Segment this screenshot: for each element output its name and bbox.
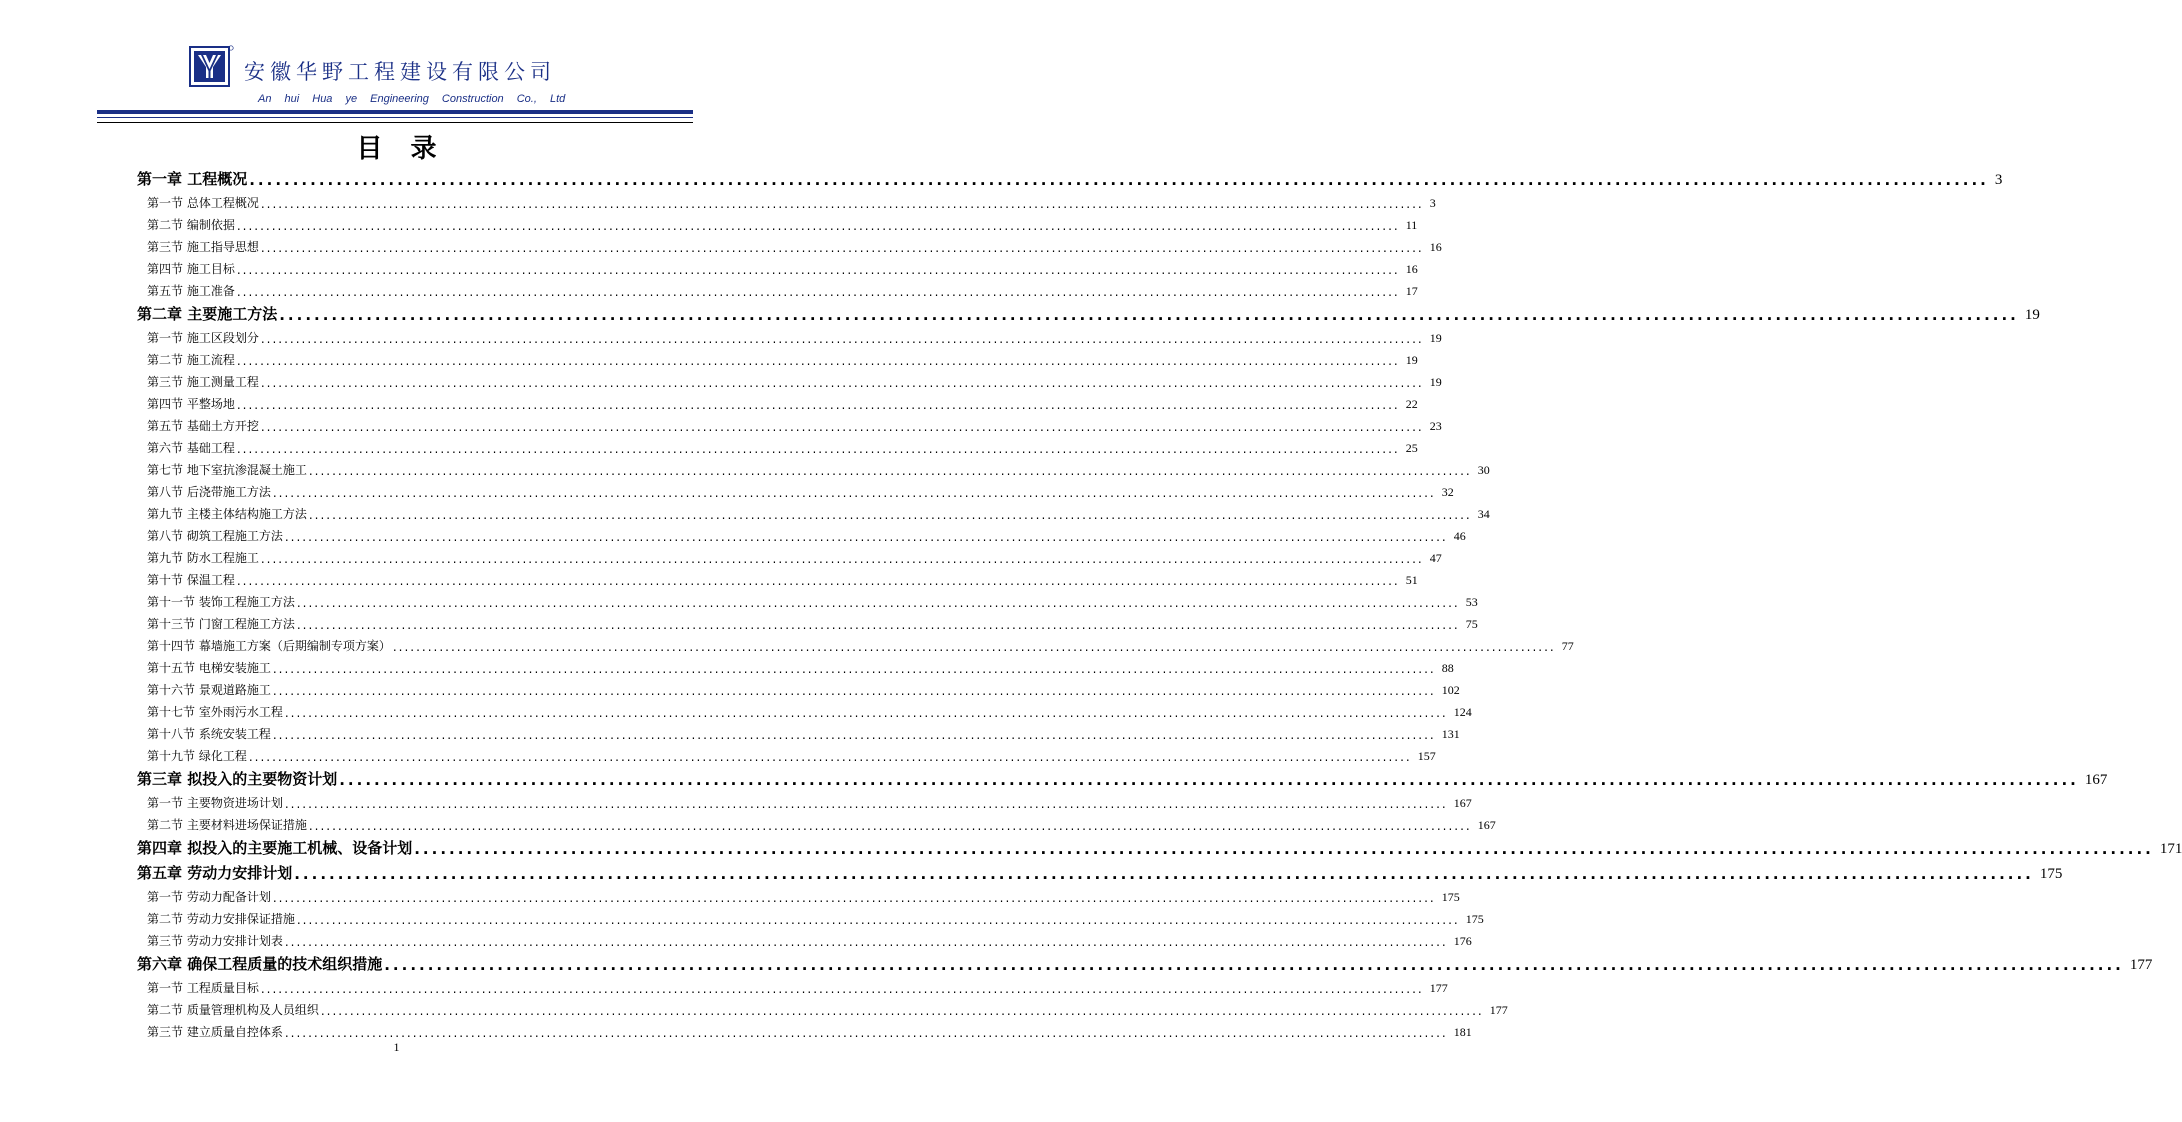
table-of-contents [137, 164, 2182, 1040]
toc-chapter-entry[interactable] [137, 949, 2153, 974]
company-logo-icon [189, 44, 234, 89]
toc-entry-page: 3 [1429, 196, 1436, 210]
toc-section-entry[interactable] [137, 883, 1460, 905]
toc-entry-page: 16 [1429, 240, 1442, 254]
toc-entry-label: 第十四节 幕墙施工方案（后期编制专项方案） [147, 639, 391, 653]
toc-entry-label: 第八节 砌筑工程施工方法 [147, 529, 283, 543]
toc-entry-label: 第五节 施工准备 [147, 284, 235, 298]
toc-section-entry[interactable] [137, 610, 1478, 632]
toc-dot-leader: ........................................................................................................................................................................................................ [249, 171, 1989, 189]
toc-entry-page: 77 [1561, 639, 1574, 653]
toc-entry-page: 175 [2039, 866, 2063, 882]
toc-dot-leader: ........................................................................................................................................................................................................ [260, 197, 1424, 211]
toc-entry-label: 第三节 施工指导思想 [147, 240, 259, 254]
toc-section-entry[interactable] [137, 390, 1418, 412]
toc-section-entry[interactable] [137, 698, 1472, 720]
toc-dot-leader: ........................................................................................................................................................................................................ [414, 840, 2154, 858]
toc-section-entry[interactable] [137, 676, 1460, 698]
document-header [0, 0, 793, 125]
toc-entry-page: 51 [1405, 573, 1418, 587]
toc-section-entry[interactable] [137, 789, 1472, 811]
toc-entry-page: 46 [1453, 529, 1466, 543]
toc-dot-leader: ........................................................................................................................................................................................................ [392, 640, 1556, 654]
toc-entry-page: 19 [1429, 331, 1442, 345]
toc-entry-page: 171 [2159, 841, 2182, 857]
toc-dot-leader: ........................................................................................................................................................................................................ [260, 552, 1424, 566]
toc-entry-label: 第二节 劳动力安排保证措施 [147, 912, 295, 926]
toc-entry-label: 第十八节 系统安装工程 [147, 727, 271, 741]
toc-entry-label: 第一节 总体工程概况 [147, 196, 259, 210]
toc-dot-leader: ........................................................................................................................................................................................................ [236, 285, 1400, 299]
toc-section-entry[interactable] [137, 500, 1490, 522]
toc-entry-page: 11 [1405, 218, 1418, 232]
toc-section-entry[interactable] [137, 277, 1418, 299]
toc-section-entry[interactable] [137, 742, 1436, 764]
toc-entry-page: 22 [1405, 397, 1418, 411]
toc-chapter-entry[interactable] [137, 164, 2003, 189]
toc-entry-page: 167 [1453, 796, 1472, 810]
toc-dot-leader: ........................................................................................................................................................................................................ [260, 376, 1424, 390]
toc-entry-page: 34 [1477, 507, 1490, 521]
toc-entry-label: 第六节 基础工程 [147, 441, 235, 455]
toc-section-entry[interactable] [137, 566, 1418, 588]
toc-entry-label: 第八节 后浇带施工方法 [147, 485, 271, 499]
toc-entry-label: 第九节 防水工程施工 [147, 551, 259, 565]
toc-entry-page: 176 [1453, 934, 1472, 948]
toc-entry-label: 第三章 拟投入的主要物资计划 [137, 770, 338, 788]
toc-section-entry[interactable] [137, 544, 1442, 566]
toc-chapter-entry[interactable] [137, 858, 2063, 883]
toc-dot-leader: ........................................................................................................................................................................................................ [284, 935, 1448, 949]
toc-entry-label: 第五节 基础土方开挖 [147, 419, 259, 433]
toc-section-entry[interactable] [137, 811, 1496, 833]
toc-dot-leader: ........................................................................................................................................................................................................ [236, 219, 1400, 233]
toc-entry-label: 第三节 建立质量自控体系 [147, 1025, 283, 1039]
toc-entry-label: 第一节 主要物资进场计划 [147, 796, 283, 810]
toc-entry-page: 53 [1465, 595, 1478, 609]
toc-dot-leader: ........................................................................................................................................................................................................ [320, 1004, 1484, 1018]
toc-section-entry[interactable] [137, 974, 1448, 996]
toc-entry-label: 第十一节 装饰工程施工方法 [147, 595, 295, 609]
toc-dot-leader: ........................................................................................................................................................................................................ [272, 486, 1436, 500]
toc-dot-leader: ........................................................................................................................................................................................................ [284, 706, 1448, 720]
toc-entry-label: 第六章 确保工程质量的技术组织措施 [137, 955, 383, 973]
toc-entry-page: 181 [1453, 1025, 1472, 1039]
toc-section-entry[interactable] [137, 434, 1418, 456]
toc-dot-leader: ........................................................................................................................................................................................................ [284, 1026, 1448, 1040]
toc-entry-page: 16 [1405, 262, 1418, 276]
toc-dot-leader: ........................................................................................................................................................................................................ [236, 354, 1400, 368]
toc-entry-page: 47 [1429, 551, 1442, 565]
toc-dot-leader: ........................................................................................................................................................................................................ [308, 508, 1472, 522]
toc-dot-leader: ........................................................................................................................................................................................................ [272, 891, 1436, 905]
toc-dot-leader: ........................................................................................................................................................................................................ [236, 263, 1400, 277]
toc-entry-label: 第四节 施工目标 [147, 262, 235, 276]
toc-section-entry[interactable] [137, 233, 1442, 255]
toc-dot-leader: ........................................................................................................................................................................................................ [260, 332, 1424, 346]
toc-entry-label: 第十节 保温工程 [147, 573, 235, 587]
toc-entry-page: 124 [1453, 705, 1472, 719]
toc-entry-label: 第五章 劳动力安排计划 [137, 864, 293, 882]
toc-entry-label: 第一节 施工区段划分 [147, 331, 259, 345]
toc-dot-leader: ........................................................................................................................................................................................................ [339, 771, 2079, 789]
toc-entry-page: 25 [1405, 441, 1418, 455]
toc-dot-leader: ........................................................................................................................................................................................................ [260, 982, 1424, 996]
toc-entry-page: 19 [1405, 353, 1418, 367]
toc-entry-label: 第三节 劳动力安排计划表 [147, 934, 283, 948]
toc-entry-page: 157 [1417, 749, 1436, 763]
toc-entry-label: 第四章 拟投入的主要施工机械、设备计划 [137, 839, 413, 857]
toc-entry-label: 第一节 工程质量目标 [147, 981, 259, 995]
toc-dot-leader: ........................................................................................................................................................................................................ [260, 241, 1424, 255]
toc-entry-label: 第十五节 电梯安装施工 [147, 661, 271, 675]
toc-dot-leader: ........................................................................................................................................................................................................ [260, 420, 1424, 434]
toc-dot-leader: ........................................................................................................................................................................................................ [308, 819, 1472, 833]
toc-section-entry[interactable] [137, 522, 1466, 544]
header-rule-black [97, 122, 693, 123]
toc-section-entry[interactable] [137, 255, 1418, 277]
toc-entry-page: 19 [2024, 307, 2040, 323]
toc-dot-leader: ........................................................................................................................................................................................................ [236, 574, 1400, 588]
toc-entry-page: 23 [1429, 419, 1442, 433]
toc-section-entry[interactable] [137, 927, 1472, 949]
toc-entry-label: 第一章 工程概况 [137, 170, 248, 188]
toc-entry-page: 17 [1405, 284, 1418, 298]
toc-entry-page: 131 [1441, 727, 1460, 741]
toc-dot-leader: ........................................................................................................................................................................................................ [236, 442, 1400, 456]
toc-entry-label: 第十九节 绿化工程 [147, 749, 247, 763]
toc-entry-label: 第二节 施工流程 [147, 353, 235, 367]
toc-section-entry[interactable] [137, 211, 1418, 233]
toc-entry-label: 第一节 劳动力配备计划 [147, 890, 271, 904]
toc-section-entry[interactable] [137, 189, 1436, 211]
page-number: 1 [393, 1040, 400, 1054]
toc-entry-page: 19 [1429, 375, 1442, 389]
toc-entry-label: 第二节 编制依据 [147, 218, 235, 232]
toc-section-entry[interactable] [137, 324, 1442, 346]
toc-dot-leader: ........................................................................................................................................................................................................ [272, 728, 1436, 742]
toc-entry-page: 175 [1465, 912, 1484, 926]
toc-section-entry[interactable] [137, 456, 1490, 478]
toc-dot-leader: ........................................................................................................................................................................................................ [279, 306, 2019, 324]
toc-entry-label: 第二章 主要施工方法 [137, 305, 278, 323]
toc-section-entry[interactable] [137, 588, 1478, 610]
toc-title: 目录 [356, 134, 465, 164]
toc-entry-page: 88 [1441, 661, 1454, 675]
toc-dot-leader: ........................................................................................................................................................................................................ [296, 913, 1460, 927]
toc-chapter-entry[interactable] [137, 833, 2182, 858]
toc-section-entry[interactable] [137, 346, 1418, 368]
toc-dot-leader: ........................................................................................................................................................................................................ [294, 865, 2034, 883]
toc-entry-label: 第十三节 门窗工程施工方法 [147, 617, 295, 631]
toc-section-entry[interactable] [137, 720, 1460, 742]
toc-chapter-entry[interactable] [137, 299, 2040, 324]
toc-dot-leader: ........................................................................................................................................................................................................ [308, 464, 1472, 478]
toc-entry-label: 第七节 地下室抗渗混凝土施工 [147, 463, 307, 477]
toc-section-entry[interactable] [137, 632, 1574, 654]
company-name-cn: 安徽华野工程建设有限公司 [244, 60, 556, 84]
toc-dot-leader: ........................................................................................................................................................................................................ [284, 530, 1448, 544]
toc-entry-page: 167 [2084, 772, 2108, 788]
toc-chapter-entry[interactable] [137, 764, 2108, 789]
toc-dot-leader: ........................................................................................................................................................................................................ [296, 618, 1460, 632]
toc-entry-page: 102 [1441, 683, 1460, 697]
toc-entry-page: 177 [1429, 981, 1448, 995]
toc-dot-leader: ........................................................................................................................................................................................................ [236, 398, 1400, 412]
toc-entry-page: 3 [1994, 172, 2003, 188]
toc-dot-leader: ........................................................................................................................................................................................................ [272, 684, 1436, 698]
toc-entry-label: 第十六节 景观道路施工 [147, 683, 271, 697]
toc-dot-leader: ........................................................................................................................................................................................................ [272, 662, 1436, 676]
toc-section-entry[interactable] [137, 368, 1442, 390]
toc-section-entry[interactable] [137, 905, 1484, 927]
header-rule-thin [97, 117, 693, 118]
toc-entry-page: 75 [1465, 617, 1478, 631]
toc-entry-page: 32 [1441, 485, 1454, 499]
toc-entry-label: 第十七节 室外雨污水工程 [147, 705, 283, 719]
company-name-en: An hui Hua ye Engineering Construction Co., Ltd [258, 93, 566, 105]
toc-entry-label: 第四节 平整场地 [147, 397, 235, 411]
toc-entry-label: 第三节 施工测量工程 [147, 375, 259, 389]
toc-section-entry[interactable] [137, 654, 1454, 676]
toc-entry-label: 第二节 质量管理机构及人员组织 [147, 1003, 319, 1017]
toc-entry-label: 第九节 主楼主体结构施工方法 [147, 507, 307, 521]
toc-dot-leader: ........................................................................................................................................................................................................ [296, 596, 1460, 610]
toc-entry-label: 第二节 主要材料进场保证措施 [147, 818, 307, 832]
toc-entry-page: 175 [1441, 890, 1460, 904]
toc-entry-page: 177 [1489, 1003, 1508, 1017]
toc-dot-leader: ........................................................................................................................................................................................................ [284, 797, 1448, 811]
toc-entry-page: 177 [2129, 957, 2153, 973]
toc-dot-leader: ........................................................................................................................................................................................................ [248, 750, 1412, 764]
toc-dot-leader: ........................................................................................................................................................................................................ [384, 956, 2124, 974]
toc-section-entry[interactable] [137, 1018, 1472, 1040]
toc-section-entry[interactable] [137, 412, 1442, 434]
toc-entry-page: 167 [1477, 818, 1496, 832]
header-rule-thick [97, 110, 693, 114]
toc-section-entry[interactable] [137, 478, 1454, 500]
toc-entry-page: 30 [1477, 463, 1490, 477]
toc-section-entry[interactable] [137, 996, 1508, 1018]
